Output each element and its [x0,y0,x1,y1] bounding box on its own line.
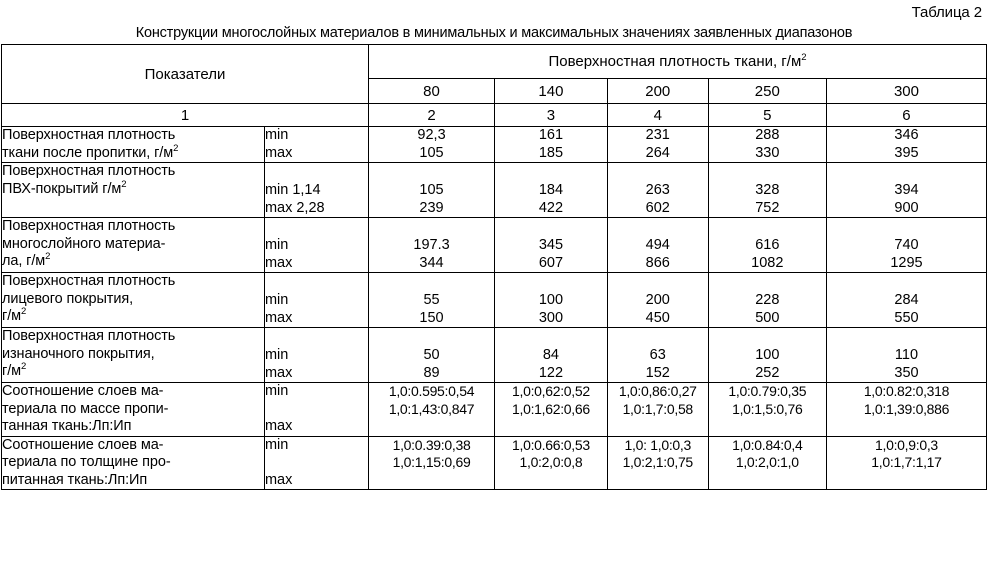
table-row [2,273,987,328]
row-label [2,328,265,383]
row-label-line: ткани после пропитки, $г/м^2$ [2,142,179,161]
min-value: 63 [649,347,666,363]
max-value: 1,0:2,0:0,8 [519,454,583,470]
value-cell [495,218,608,273]
min-label: min [264,292,289,308]
min-value: 1,0:0.66:0,53 [512,436,590,453]
numbering-6: 6 [826,104,986,127]
max-label: max [264,471,293,488]
max-value: 1,0:2,0:1,0 [735,454,799,470]
min-value: 1,0:0,62:0,52 [512,383,590,399]
max-value: 500 [755,309,780,326]
value-cell [708,273,826,328]
row-label-line: $г/м^2$ [2,361,27,379]
max-value: 550 [894,309,919,326]
min-value: 161 [538,127,564,143]
unit-superscript: 2 [121,178,127,190]
value-cell [369,163,495,218]
row-label-line: Соотношение слоев ма- [2,383,164,399]
value-cell [495,436,608,490]
value-cell [495,383,608,437]
min-label: min [264,237,289,253]
value-cell [369,383,495,437]
max-value: 264 [645,144,670,161]
min-value: 92,3 [417,127,446,143]
value-cell [708,218,826,273]
minmax-cell [264,273,368,328]
value-cell [369,328,495,383]
value-cell [708,328,826,383]
max-value: 1,0:1,39:0,886 [863,400,950,417]
min-value: 1,0:0.82:0,318 [863,383,950,399]
table-head [2,45,987,127]
max-value: 602 [645,199,670,216]
numbering-2: 2 [369,104,495,127]
unit-superscript: 2 [21,306,27,318]
min-value: 200 [645,292,670,308]
min-value: 1,0:0.595:0,54 [388,383,475,399]
min-value: 1,0:0.84:0,4 [732,436,803,453]
header-col-250: 250 [708,79,826,104]
value-cell [826,163,986,218]
min-label: min [264,436,289,453]
min-value: 100 [538,292,564,308]
minmax-cell [264,328,368,383]
row-label-line: питанная ткань:Лп:Ип [2,471,148,488]
minmax-cell [264,127,368,163]
numbering-1: 1 [2,104,369,127]
max-value: 1,0:1,43:0,847 [388,400,475,417]
header-row-main [2,45,987,79]
value-cell [495,328,608,383]
value-cell [607,127,708,163]
minmax-cell [264,383,368,437]
value-cell [369,218,495,273]
max-value: 1,0:1,5:0,76 [732,400,803,417]
table-row [2,436,987,490]
max-value: 185 [538,144,564,161]
max-value: 252 [755,364,780,381]
min-value: 197.3 [413,237,450,253]
row-label-line: многослойного материа- [2,235,166,252]
max-label: max [264,309,293,326]
materials-table [1,44,987,490]
row-label-line: Поверхностная плотность [2,218,176,234]
numbering-4: 4 [607,104,708,127]
row-label-line: ла, $г/м^2$ [2,251,51,269]
value-cell [826,218,986,273]
header-group-superscript: 2 [801,52,807,63]
table-row [2,328,987,383]
min-value: 1,0: 1,0:0,3 [624,436,691,453]
header-group-density [369,45,987,79]
min-label: min [264,347,289,363]
max-value: 105 [419,144,444,161]
max-value: 1,0:1,7:1,17 [871,454,942,470]
min-label: min [264,383,289,399]
max-value: 752 [755,199,780,216]
max-label: max 2,28 [264,199,325,216]
numbering-3: 3 [495,104,608,127]
row-label-line: Поверхностная плотность [2,163,176,179]
max-value: 1,0:2,1:0,75 [622,454,693,470]
minmax-cell [264,163,368,218]
header-group-label: Поверхностная плотность ткани, г/м [548,53,802,70]
min-value: 55 [423,292,440,308]
minmax-cell [264,436,368,490]
max-value: 300 [538,309,564,326]
row-label [2,218,265,273]
max-value: 350 [894,364,919,381]
value-cell [607,383,708,437]
min-value: 100 [755,347,780,363]
max-value: 150 [419,309,444,326]
max-value: 450 [645,309,670,326]
table-body [2,127,987,490]
min-value: 184 [538,182,564,198]
value-cell [708,436,826,490]
row-label [2,383,265,437]
min-value: 84 [542,347,559,363]
min-value: 1,0:0,9:0,3 [875,436,938,453]
min-value: 50 [423,347,440,363]
row-label-line: изнаночного покрытия, [2,345,155,362]
max-value: 1,0:1,7:0,58 [622,400,693,417]
value-cell [826,328,986,383]
row-label [2,163,265,218]
max-value: 395 [894,144,919,161]
min-value: 494 [645,237,670,253]
row-label [2,273,265,328]
max-label: max [264,418,293,434]
min-value: 105 [419,182,444,198]
value-cell [607,328,708,383]
min-value: 1,0:0,86:0,27 [618,383,697,399]
unit-superscript: 2 [173,142,179,154]
max-value: 422 [538,199,564,216]
row-label-line: $г/м^2$ [2,306,27,324]
value-cell [495,273,608,328]
row-label-line: Поверхностная плотность [2,127,176,143]
min-value: 284 [894,292,919,308]
value-cell [826,383,986,437]
table-row [2,127,987,163]
min-value: 346 [894,127,919,143]
row-label-line: териала по массе пропи- [2,400,169,417]
min-value: 740 [894,237,919,253]
value-cell [708,163,826,218]
min-value: 1,0:0.79:0,35 [728,383,807,399]
value-cell [495,163,608,218]
max-value: 900 [894,199,919,216]
max-value: 152 [645,364,670,381]
row-label [2,436,265,490]
value-cell [826,127,986,163]
value-cell [826,436,986,490]
row-label-line: танная ткань:Лп:Ип [2,418,132,434]
value-cell [607,273,708,328]
row-label-line: Поверхностная плотность [2,328,176,344]
max-value: 344 [419,254,444,271]
max-value: 330 [755,144,780,161]
row-label-line: Соотношение слоев ма- [2,436,164,453]
max-value: 1082 [751,254,784,271]
max-value: 122 [538,364,564,381]
min-label: min 1,14 [264,182,321,198]
table-row [2,163,987,218]
header-row-numbering [2,104,987,127]
max-value: 1,0:1,62:0,66 [512,400,590,417]
value-cell [607,218,708,273]
unit-superscript: 2 [45,251,51,263]
min-value: 328 [755,182,780,198]
header-col-300: 300 [826,79,986,104]
table-row [2,383,987,437]
min-value: 110 [894,347,919,363]
table-title: Конструкции многослойных материалов в минимальных и максимальных значениях заявленных диапазонов [135,25,853,41]
value-cell [607,436,708,490]
unit-superscript: 2 [21,361,27,373]
value-cell [708,127,826,163]
row-label [2,127,265,163]
min-value: 616 [755,237,780,253]
numbering-5: 5 [708,104,826,127]
value-cell [495,127,608,163]
min-value: 263 [645,182,670,198]
table-row [2,218,987,273]
minmax-cell [264,218,368,273]
min-value: 228 [755,292,780,308]
min-value: 345 [538,237,564,253]
max-label: max [264,144,293,161]
value-cell [369,273,495,328]
header-col-200: 200 [607,79,708,104]
max-value: 607 [538,254,564,271]
value-cell [369,436,495,490]
value-cell [826,273,986,328]
max-value: 239 [419,199,444,216]
header-indicators: Показатели [2,45,369,104]
value-cell [607,163,708,218]
max-value: 1295 [890,254,923,271]
value-cell [708,383,826,437]
max-label: max [264,364,293,381]
header-col-80: 80 [369,79,495,104]
max-value: 89 [423,364,440,381]
value-cell [369,127,495,163]
max-value: 866 [645,254,670,271]
header-col-140: 140 [495,79,608,104]
max-label: max [264,254,293,271]
min-value: 394 [894,182,919,198]
min-value: 231 [645,127,670,143]
table-number-caption: Таблица 2 [911,4,982,21]
min-label: min [264,127,289,143]
spacer [265,401,368,419]
row-label-line: лицевого покрытия, [2,290,134,307]
min-value: 1,0:0.39:0,38 [392,436,471,453]
row-label-line: Поверхностная плотность [2,273,176,289]
min-value: 288 [755,127,780,143]
row-label-line: ПВХ-покрытий $г/м^2$ [2,178,127,197]
max-value: 1,0:1,15:0,69 [392,454,471,470]
row-label-line: териала по толщине про- [2,454,171,470]
spacer [265,454,368,472]
